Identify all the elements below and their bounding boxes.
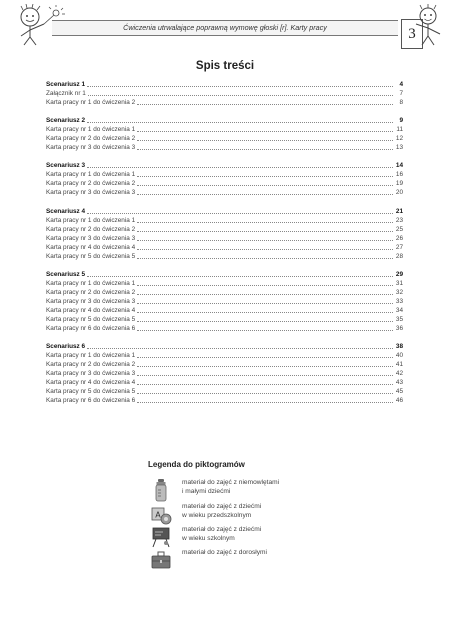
toc-page-number: 33 [395, 297, 403, 305]
toc-page-number: 25 [395, 225, 403, 233]
toc-heading-label: Scenariusz 1 [46, 81, 86, 88]
toc-item-row[interactable] [46, 225, 403, 234]
toc-item-row[interactable] [46, 252, 403, 261]
toc-item-label: Karta pracy nr 1 do ćwiczenia 1 [46, 216, 136, 224]
legend-text-line: w wieku szkolnym [182, 535, 235, 542]
toc-item-row[interactable] [46, 279, 403, 288]
legend-text-line: materiał do zajęć z dziećmi [182, 503, 262, 510]
toc-item-row[interactable] [46, 234, 403, 243]
toc-item-row[interactable] [46, 306, 403, 315]
toc-leader-dots [137, 185, 393, 186]
toc-group [46, 207, 403, 261]
toc-page-number: 23 [395, 216, 403, 224]
toc-page-number: 14 [395, 162, 403, 170]
legend-title: Legenda do piktogramów [148, 460, 245, 469]
legend-text-line: materiał do zajęć z dorosłymi [182, 549, 268, 556]
toc-item-label: Karta pracy nr 1 do ćwiczenia 1 [46, 351, 136, 359]
legend-item [150, 548, 330, 574]
toc-page-number: 36 [395, 324, 403, 332]
toc-page-number: 40 [395, 351, 403, 359]
toc-item-row[interactable] [46, 216, 403, 225]
toc-leader-dots [137, 375, 393, 376]
toc-leader-dots [88, 95, 393, 96]
toc-page-number: 12 [395, 135, 403, 143]
toc-item-label: Karta pracy nr 3 do ćwiczenia 3 [46, 189, 136, 197]
toc-item-row[interactable] [46, 98, 403, 107]
toc-item-row[interactable] [46, 351, 403, 360]
toc-item-row[interactable] [46, 387, 403, 396]
legend-item [150, 478, 330, 504]
toc-leader-dots [137, 402, 393, 403]
toc-page-number: 35 [395, 315, 403, 323]
toc-item-row[interactable] [46, 315, 403, 324]
toc-item-row[interactable] [46, 179, 403, 188]
toc-leader-dots [137, 194, 393, 195]
toc-heading-label: Scenariusz 4 [46, 207, 86, 215]
page-header [0, 0, 450, 48]
toc-page-number: 32 [395, 288, 403, 296]
toc-page-number: 11 [396, 126, 403, 134]
toc-group [46, 270, 403, 333]
toc-page-number: 16 [395, 171, 403, 179]
toc-item-label: Karta pracy nr 6 do ćwiczenia 6 [46, 324, 136, 332]
toc-group [46, 161, 403, 197]
toc-item-row[interactable] [46, 188, 403, 197]
toc-item-label: Karta pracy nr 4 do ćwiczenia 4 [46, 306, 136, 314]
toc-group [46, 80, 403, 107]
toc-page-number: 26 [395, 234, 403, 242]
briefcase-icon [150, 548, 172, 572]
toc-item-label: Karta pracy nr 4 do ćwiczenia 4 [46, 243, 136, 251]
toc-heading-row[interactable] [46, 80, 403, 89]
baby-bottle-icon [150, 478, 172, 502]
toc-item-row[interactable] [46, 360, 403, 369]
legend-text-line: materiał do zajęć z niemowlętami [182, 479, 280, 486]
toc-group [46, 116, 403, 152]
toc-heading-row[interactable] [46, 270, 403, 279]
toc-heading-label: Scenariusz 6 [46, 342, 86, 350]
toc-leader-dots [87, 122, 393, 123]
toc-item-label: Karta pracy nr 2 do ćwiczenia 2 [46, 360, 136, 368]
toc-leader-dots [137, 249, 393, 250]
toc-leader-dots [137, 131, 393, 132]
legend-text-line: i małymi dziećmi [182, 488, 231, 495]
toc-leader-dots [137, 222, 393, 223]
legend-text [182, 525, 332, 543]
toc-leader-dots [137, 393, 393, 394]
toc-item-label: Karta pracy nr 1 do ćwiczenia 2 [46, 99, 136, 106]
toc-heading-row[interactable] [46, 116, 403, 125]
toc-heading-row[interactable] [46, 342, 403, 351]
toc-item-label: Karta pracy nr 3 do ćwiczenia 3 [46, 234, 136, 242]
toc-item-label: Karta pracy nr 2 do ćwiczenia 2 [46, 135, 136, 143]
toc-item-label: Karta pracy nr 2 do ćwiczenia 2 [46, 225, 136, 233]
toc-leader-dots [137, 330, 393, 331]
toc-heading-label: Scenariusz 2 [46, 117, 86, 125]
toy-blocks-icon [150, 502, 172, 526]
legend-text [182, 478, 332, 496]
toc-page-number: 27 [395, 243, 403, 251]
toc-leader-dots [87, 86, 393, 87]
toc-page-number: 29 [395, 270, 403, 278]
toc-page-number: 19 [395, 180, 403, 188]
toc-heading-row[interactable] [46, 207, 403, 216]
toc-page-number: 43 [395, 378, 403, 386]
toc-item-label: Karta pracy nr 1 do ćwiczenia 1 [46, 279, 136, 287]
toc-item-label: Karta pracy nr 1 do ćwiczenia 1 [46, 126, 136, 134]
table-of-contents [46, 80, 403, 414]
toc-leader-dots [87, 276, 393, 277]
toc-item-label: Karta pracy nr 3 do ćwiczenia 3 [46, 144, 136, 152]
toc-leader-dots [137, 294, 393, 295]
toc-page-number: 8 [399, 99, 403, 106]
toc-group [46, 342, 403, 405]
toc-item-row[interactable] [46, 243, 403, 252]
toc-page-number: 9 [399, 117, 403, 125]
toc-heading-row[interactable] [46, 161, 403, 170]
toc-item-row[interactable] [46, 396, 403, 405]
toc-leader-dots [137, 285, 393, 286]
toc-page-number: 46 [395, 396, 403, 404]
toc-leader-dots [137, 321, 393, 322]
toc-page-number: 34 [395, 306, 403, 314]
toc-item-row[interactable] [46, 89, 403, 98]
toc-leader-dots [137, 240, 393, 241]
legend-text [182, 548, 332, 557]
legend-text [182, 502, 332, 520]
toc-item-row[interactable] [46, 143, 403, 152]
toc-item-label: Karta pracy nr 5 do ćwiczenia 5 [46, 252, 136, 260]
toc-heading-label: Scenariusz 5 [46, 270, 86, 278]
toc-page-number: 31 [395, 279, 403, 287]
page-number: 3 [401, 19, 423, 49]
toc-leader-dots [137, 140, 393, 141]
toc-leader-dots [87, 213, 393, 214]
legend-text-line: w wieku przedszkolnym [182, 512, 252, 519]
toc-item-row[interactable] [46, 125, 403, 134]
toc-leader-dots [137, 104, 393, 105]
legend-text-line: materiał do zajęć z dziećmi [182, 526, 262, 533]
toc-leader-dots [137, 366, 393, 367]
toc-item-row[interactable] [46, 134, 403, 143]
toc-item-label: Karta pracy nr 4 do ćwiczenia 4 [46, 378, 136, 386]
toc-leader-dots [87, 348, 393, 349]
toc-page-number: 7 [399, 90, 403, 97]
child-illustration [412, 4, 446, 46]
svg-text:A: A [155, 510, 161, 520]
toc-item-label: Karta pracy nr 3 do ćwiczenia 3 [46, 297, 136, 305]
toc-leader-dots [137, 384, 393, 385]
toc-leader-dots [137, 303, 393, 304]
toc-item-label: Karta pracy nr 5 do ćwiczenia 5 [46, 315, 136, 323]
toc-leader-dots [137, 312, 393, 313]
toc-item-label: Załącznik nr 1 [46, 90, 86, 97]
toc-page-number: 21 [395, 207, 403, 215]
toc-item-row[interactable] [46, 288, 403, 297]
toc-item-label: Karta pracy nr 5 do ćwiczenia 5 [46, 387, 136, 395]
toc-item-row[interactable] [46, 378, 403, 387]
toc-heading-label: Scenariusz 3 [46, 162, 86, 170]
toc-leader-dots [137, 176, 393, 177]
toc-leader-dots [137, 258, 393, 259]
toc-item-label: Karta pracy nr 2 do ćwiczenia 2 [46, 288, 136, 296]
toc-page-number: 13 [395, 144, 403, 152]
toc-item-label: Karta pracy nr 6 do ćwiczenia 6 [46, 396, 136, 404]
toc-leader-dots [137, 357, 393, 358]
toc-page-number: 45 [395, 387, 403, 395]
toc-item-row[interactable] [46, 297, 403, 306]
toc-page-number: 20 [395, 189, 403, 197]
toc-item-row[interactable] [46, 369, 403, 378]
toc-item-row[interactable] [46, 324, 403, 333]
toc-page-number: 28 [395, 252, 403, 260]
header-title: Ćwiczenia utrwalające poprawną wymowę głoski [r]. Karty pracy [52, 20, 398, 36]
toc-leader-dots [137, 149, 393, 150]
toc-page-number: 38 [395, 342, 403, 350]
toc-item-label: Karta pracy nr 1 do ćwiczenia 1 [46, 171, 136, 179]
toc-item-label: Karta pracy nr 2 do ćwiczenia 2 [46, 180, 136, 188]
school-board-icon [150, 525, 172, 549]
toc-leader-dots [87, 167, 393, 168]
toc-item-label: Karta pracy nr 3 do ćwiczenia 3 [46, 369, 136, 377]
toc-leader-dots [137, 231, 393, 232]
toc-item-row[interactable] [46, 170, 403, 179]
toc-page-number: 41 [395, 360, 403, 368]
toc-page-number: 4 [399, 81, 403, 88]
toc-page-number: 42 [395, 369, 403, 377]
toc-title: Spis treści [195, 60, 255, 72]
